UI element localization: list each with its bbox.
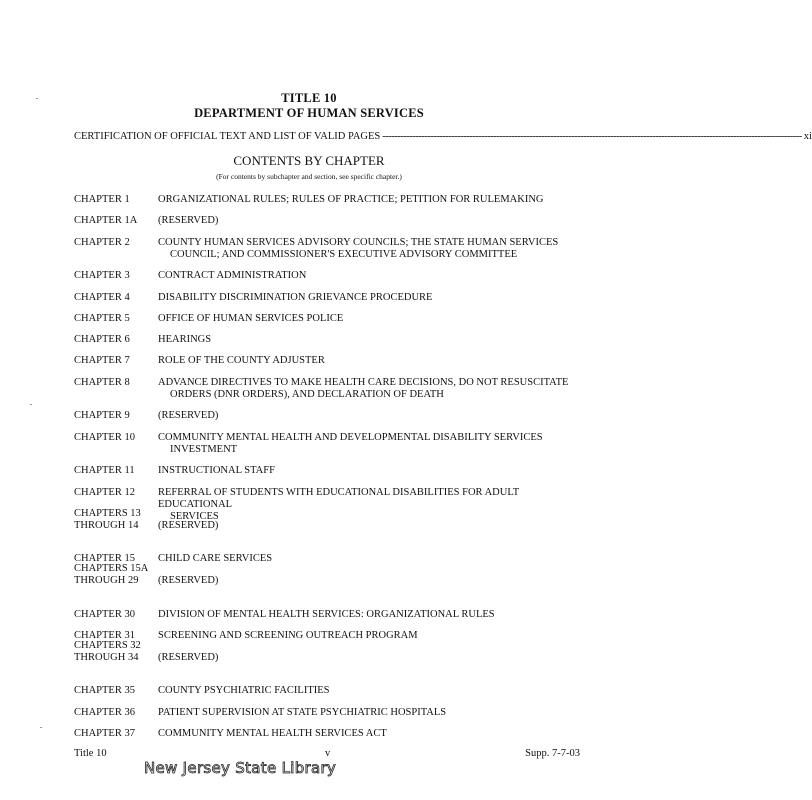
chapter-title	[158, 465, 588, 477]
chapter-title-line: COUNTY HUMAN SERVICES ADVISORY COUNCILS; THE STATE HUMAN SERVICES	[158, 237, 559, 248]
chapter-title	[158, 728, 588, 740]
scan-speck	[30, 404, 32, 405]
page-subtitle: DEPARTMENT OF HUMAN SERVICES	[194, 106, 424, 120]
chapter-title	[158, 313, 588, 325]
chapter-title-line: HEARINGS	[158, 334, 212, 345]
chapter-title-line: ORGANIZATIONAL RULES; RULES OF PRACTICE; PETITION FOR RULEMAKING	[158, 194, 544, 205]
chapter-number-line: CHAPTER 11	[74, 465, 135, 476]
scan-speck	[40, 727, 42, 728]
scan-speck	[36, 98, 38, 99]
chapter-title-line: SCREENING AND SCREENING OUTREACH PROGRAM	[158, 630, 418, 641]
chapter-number	[74, 237, 130, 249]
chapter-number	[74, 410, 130, 422]
chapter-title-line: ORDERS (DNR ORDERS), AND DECLARATION OF DEATH	[170, 389, 444, 400]
certification-page: xi	[803, 131, 812, 142]
chapter-number-line: CHAPTER 3	[74, 270, 130, 281]
chapter-number-line: CHAPTERS 15A	[74, 563, 149, 574]
chapter-title-line: INVESTMENT	[170, 444, 238, 455]
chapter-number-line: CHAPTER 36	[74, 707, 135, 718]
chapter-title	[158, 685, 588, 697]
chapter-number	[74, 487, 135, 499]
chapter-title-line: SERVICES	[170, 511, 219, 522]
chapter-number-line: CHAPTER 35	[74, 685, 135, 696]
chapter-title-line: (RESERVED)	[158, 652, 219, 663]
page-title: TITLE 10	[281, 91, 337, 105]
chapter-title	[158, 377, 588, 401]
chapter-title-line: OFFICE OF HUMAN SERVICES POLICE	[158, 313, 344, 324]
chapter-title-line: (RESERVED)	[158, 410, 219, 421]
chapter-title	[158, 215, 588, 227]
chapter-title-line: CONTRACT ADMINISTRATION	[158, 270, 307, 281]
chapter-number	[74, 355, 130, 367]
chapter-title	[158, 707, 588, 719]
chapter-number-line: CHAPTER 2	[74, 237, 130, 248]
chapter-number	[74, 377, 130, 389]
chapter-title	[158, 194, 588, 206]
footer-supplement: Supp. 7-7-03	[525, 748, 580, 759]
chapter-title-line: DIVISION OF MENTAL HEALTH SERVICES: ORGANIZATIONAL RULES	[158, 609, 495, 620]
chapter-number-line: CHAPTER 15	[74, 553, 135, 564]
chapter-number	[74, 334, 130, 346]
chapter-number	[74, 215, 137, 227]
chapter-number	[74, 432, 135, 444]
chapter-title	[158, 575, 588, 587]
chapter-number	[74, 563, 148, 587]
chapter-title	[158, 553, 588, 565]
chapter-title-line: COMMUNITY MENTAL HEALTH SERVICES ACT	[158, 728, 387, 739]
chapter-number	[74, 270, 130, 282]
chapter-number-line: THROUGH 14	[74, 520, 139, 531]
chapter-number	[74, 194, 130, 206]
chapter-title-line: ADVANCE DIRECTIVES TO MAKE HEALTH CARE DECISIONS, DO NOT RESUSCITATE	[158, 377, 569, 388]
certification-label: CERTIFICATION OF OFFICIAL TEXT AND LIST OF VALID PAGES	[74, 131, 381, 142]
chapter-number-line: CHAPTER 5	[74, 313, 130, 324]
chapter-number-line: CHAPTER 31	[74, 630, 135, 641]
chapter-number-line: CHAPTERS 13	[74, 508, 141, 519]
chapter-number-line: CHAPTER 7	[74, 355, 130, 366]
chapter-number-line: THROUGH 29	[74, 575, 139, 586]
chapter-title-line: INSTRUCTIONAL STAFF	[158, 465, 275, 476]
chapter-title	[158, 270, 588, 282]
library-stamp: New Jersey State Library	[144, 759, 337, 777]
chapter-number	[74, 640, 141, 664]
chapter-title	[158, 432, 588, 456]
chapter-number-line: CHAPTER 1A	[74, 215, 138, 226]
chapter-number	[74, 685, 135, 697]
chapter-number	[74, 508, 141, 532]
chapter-number	[74, 707, 135, 719]
chapter-title-line: COUNTY PSYCHIATRIC FACILITIES	[158, 685, 330, 696]
chapter-title-line: REFERRAL OF STUDENTS WITH EDUCATIONAL DISABILITIES FOR ADULT EDUCATIONAL	[158, 487, 519, 510]
chapter-number-line: CHAPTER 4	[74, 292, 130, 303]
chapter-number-line: CHAPTER 12	[74, 487, 135, 498]
chapter-number-line: CHAPTER 10	[74, 432, 135, 443]
chapter-number	[74, 313, 130, 325]
chapter-title-line: (RESERVED)	[158, 520, 219, 531]
contents-note: (For contents by subchapter and section, see specific chapter.)	[216, 172, 402, 181]
chapter-title	[158, 520, 588, 532]
chapter-number-line: THROUGH 34	[74, 652, 139, 663]
chapter-title-line: COMMUNITY MENTAL HEALTH AND DEVELOPMENTAL DISABILITY SERVICES	[158, 432, 543, 443]
chapter-number-line: CHAPTER 30	[74, 609, 135, 620]
chapter-title-line: ROLE OF THE COUNTY ADJUSTER	[158, 355, 325, 366]
chapter-title	[158, 334, 588, 346]
certification-leader: --------------------------------------------------------------------------------------------------------------------------------------------	[382, 131, 802, 142]
chapter-number-line: CHAPTER 8	[74, 377, 130, 388]
chapter-title-line: DISABILITY DISCRIMINATION GRIEVANCE PROCEDURE	[158, 292, 433, 303]
chapter-title	[158, 487, 588, 523]
chapter-title	[158, 609, 588, 621]
chapter-title-line: (RESERVED)	[158, 575, 219, 586]
chapter-title	[158, 237, 588, 261]
chapter-title-line: (RESERVED)	[158, 215, 219, 226]
contents-heading: CONTENTS BY CHAPTER	[233, 153, 385, 168]
chapter-title	[158, 355, 588, 367]
chapter-title	[158, 652, 588, 664]
chapter-title-line: COUNCIL; AND COMMISSIONER'S EXECUTIVE ADVISORY COMMITTEE	[170, 249, 518, 260]
footer-title: Title 10	[74, 748, 107, 759]
chapter-number	[74, 292, 130, 304]
chapter-number-line: CHAPTERS 32	[74, 640, 141, 651]
chapter-title	[158, 630, 588, 642]
chapter-number-line: CHAPTER 37	[74, 728, 135, 739]
chapter-title-line: CHILD CARE SERVICES	[158, 553, 273, 564]
chapter-number	[74, 465, 135, 477]
chapter-title-line: PATIENT SUPERVISION AT STATE PSYCHIATRIC HOSPITALS	[158, 707, 447, 718]
chapter-number	[74, 609, 135, 621]
footer-page-number: v	[325, 748, 331, 759]
chapter-title	[158, 410, 588, 422]
chapter-number-line: CHAPTER 6	[74, 334, 130, 345]
chapter-number-line: CHAPTER 1	[74, 194, 130, 205]
chapter-number	[74, 728, 135, 740]
chapter-number-line: CHAPTER 9	[74, 410, 130, 421]
chapter-title	[158, 292, 588, 304]
